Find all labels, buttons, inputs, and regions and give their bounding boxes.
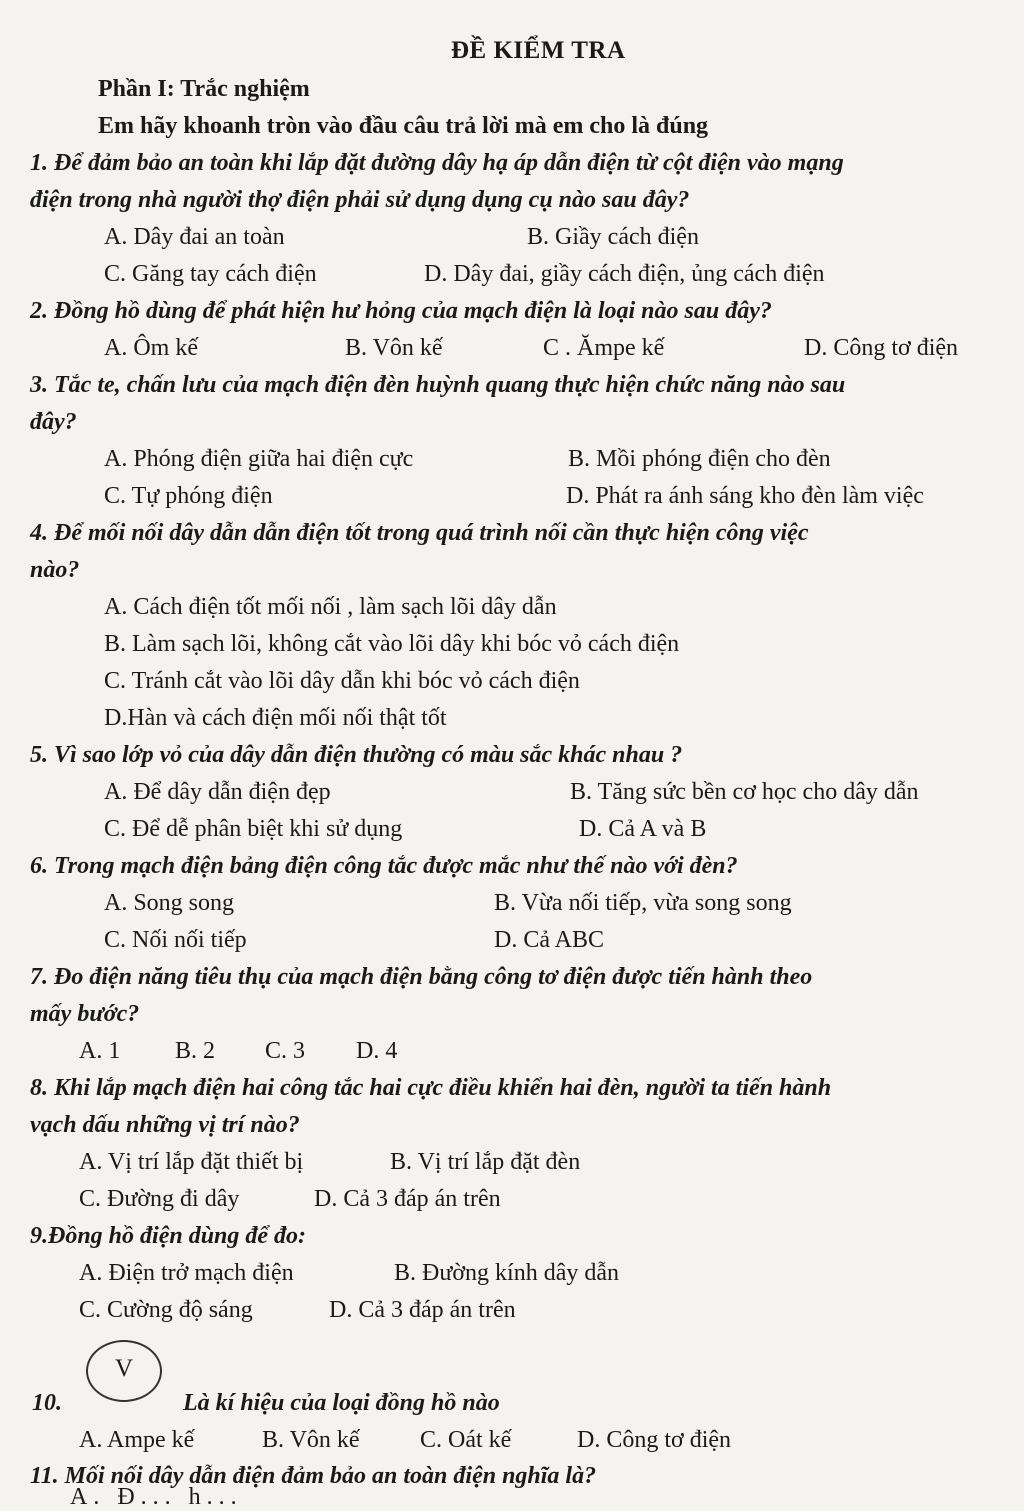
q10-option-b[interactable]: B. Vôn kế <box>262 1427 360 1453</box>
question-3-line-1: 3. Tắc te, chấn lưu của mạch điện đèn huỳnh quang thực hiện chức năng nào sau <box>30 372 846 398</box>
q8-option-c[interactable]: C. Đường đi dây <box>79 1186 240 1212</box>
q7-option-b[interactable]: B. 2 <box>175 1038 216 1064</box>
voltmeter-symbol-letter: V <box>114 1355 134 1382</box>
q10-option-a[interactable]: A. Ampe kế <box>79 1427 195 1453</box>
q8-option-b[interactable]: B. Vị trí lắp đặt đèn <box>390 1149 581 1175</box>
q5-option-c[interactable]: C. Để dễ phân biệt khi sử dụng <box>104 816 403 842</box>
cut-off-line <box>0 1484 1024 1510</box>
q3-option-b[interactable]: B. Mồi phóng điện cho đèn <box>568 446 831 472</box>
voltmeter-symbol <box>86 1340 162 1402</box>
q8-option-d[interactable]: D. Cả 3 đáp án trên <box>314 1186 501 1212</box>
q4-option-b[interactable]: B. Làm sạch lõi, không cắt vào lõi dây khi bóc vỏ cách điện <box>104 631 680 657</box>
q3-option-a[interactable]: A. Phóng điện giữa hai điện cực <box>104 446 414 472</box>
q6-option-d[interactable]: D. Cả ABC <box>494 927 605 953</box>
q11-cut-fragment: A. Đ... h... <box>70 1484 243 1510</box>
question-7-line-2: mấy bước? <box>30 1001 140 1027</box>
q4-option-a[interactable]: A. Cách điện tốt mối nối , làm sạch lõi dây dẫn <box>104 594 557 620</box>
q7-option-d[interactable]: D. 4 <box>356 1038 398 1064</box>
q1-option-a[interactable]: A. Dây đai an toàn <box>104 224 285 250</box>
question-4-line-2: nào? <box>30 557 80 583</box>
question-7-line-1: 7. Đo điện năng tiêu thụ của mạch điện bằng công tơ điện được tiến hành theo <box>30 964 813 990</box>
q1-option-b[interactable]: B. Giầy cách điện <box>527 224 699 250</box>
question-4-line-1: 4. Để mối nối dây dẫn dẫn điện tốt trong quá trình nối cần thực hiện công việc <box>30 520 809 546</box>
q10-option-c[interactable]: C. Oát kế <box>420 1427 512 1453</box>
question-10-number: 10. <box>32 1390 62 1416</box>
q3-option-c[interactable]: C. Tự phóng điện <box>104 483 273 509</box>
q7-option-c[interactable]: C. 3 <box>265 1038 306 1064</box>
question-5-line-1: 5. Vì sao lớp vỏ của dây dẫn điện thường có màu sắc khác nhau ? <box>30 742 683 768</box>
question-6-line-1: 6. Trong mạch điện bảng điện công tắc được mắc như thế nào với đèn? <box>30 853 738 879</box>
question-9-line-1: 9.Đồng hồ điện dùng để đo: <box>30 1223 307 1249</box>
section-heading: Phần I: Trắc nghiệm <box>98 76 310 102</box>
q1-option-c[interactable]: C. Găng tay cách điện <box>104 261 317 287</box>
q5-option-a[interactable]: A. Để dây dẫn điện đẹp <box>104 779 331 805</box>
question-3-line-2: đây? <box>30 409 77 435</box>
question-8-line-2: vạch dấu những vị trí nào? <box>30 1112 300 1138</box>
q8-option-a[interactable]: A. Vị trí lắp đặt thiết bị <box>79 1149 304 1175</box>
q7-option-a[interactable]: A. 1 <box>79 1038 121 1064</box>
q3-option-d[interactable]: D. Phát ra ánh sáng kho đèn làm việc <box>566 483 924 509</box>
q9-option-d[interactable]: D. Cả 3 đáp án trên <box>329 1297 516 1323</box>
q6-option-a[interactable]: A. Song song <box>104 890 235 916</box>
question-2-line-1: 2. Đồng hồ dùng để phát hiện hư hỏng của mạch điện là loại nào sau đây? <box>30 298 772 324</box>
q2-option-d[interactable]: D. Công tơ điện <box>804 335 959 361</box>
q2-option-c[interactable]: C . Ămpe kế <box>543 335 665 361</box>
question-10-text: Là kí hiệu của loại đồng hồ nào <box>183 1390 500 1416</box>
q1-option-d[interactable]: D. Dây đai, giầy cách điện, ủng cách điện <box>424 261 825 287</box>
q9-option-b[interactable]: B. Đường kính dây dẫn <box>394 1260 620 1286</box>
question-11-line-1: 11. Mối nối dây dẫn điện đảm bảo an toàn điện nghĩa là? <box>30 1463 597 1489</box>
exam-title: ĐỀ KIỂM TRA <box>451 37 626 64</box>
question-8-line-1: 8. Khi lắp mạch điện hai công tắc hai cực điều khiển hai đèn, người ta tiến hành <box>30 1075 832 1101</box>
q9-option-c[interactable]: C. Cường độ sáng <box>79 1297 253 1323</box>
q2-option-b[interactable]: B. Vôn kế <box>345 335 443 361</box>
q10-option-d[interactable]: D. Công tơ điện <box>577 1427 732 1453</box>
q5-option-d[interactable]: D. Cả A và B <box>579 816 707 842</box>
q6-option-b[interactable]: B. Vừa nối tiếp, vừa song song <box>494 890 792 916</box>
q2-option-a[interactable]: A. Ôm kế <box>104 335 198 361</box>
question-1-line-2: điện trong nhà người thợ điện phải sử dụng dụng cụ nào sau đây? <box>30 187 690 213</box>
q9-option-a[interactable]: A. Điện trở mạch điện <box>79 1260 294 1286</box>
q4-option-c[interactable]: C. Tránh cắt vào lõi dây dẫn khi bóc vỏ cách điện <box>104 668 580 694</box>
q4-option-d[interactable]: D.Hàn và cách điện mối nối thật tốt <box>104 705 447 731</box>
question-1-line-1: 1. Để đảm bảo an toàn khi lắp đặt đường dây hạ áp dẫn điện từ cột điện vào mạng <box>30 150 844 176</box>
q6-option-c[interactable]: C. Nối nối tiếp <box>104 927 247 953</box>
q5-option-b[interactable]: B. Tăng sức bền cơ học cho dây dẫn <box>570 779 919 805</box>
instruction: Em hãy khoanh tròn vào đầu câu trả lời mà em cho là đúng <box>98 113 709 139</box>
